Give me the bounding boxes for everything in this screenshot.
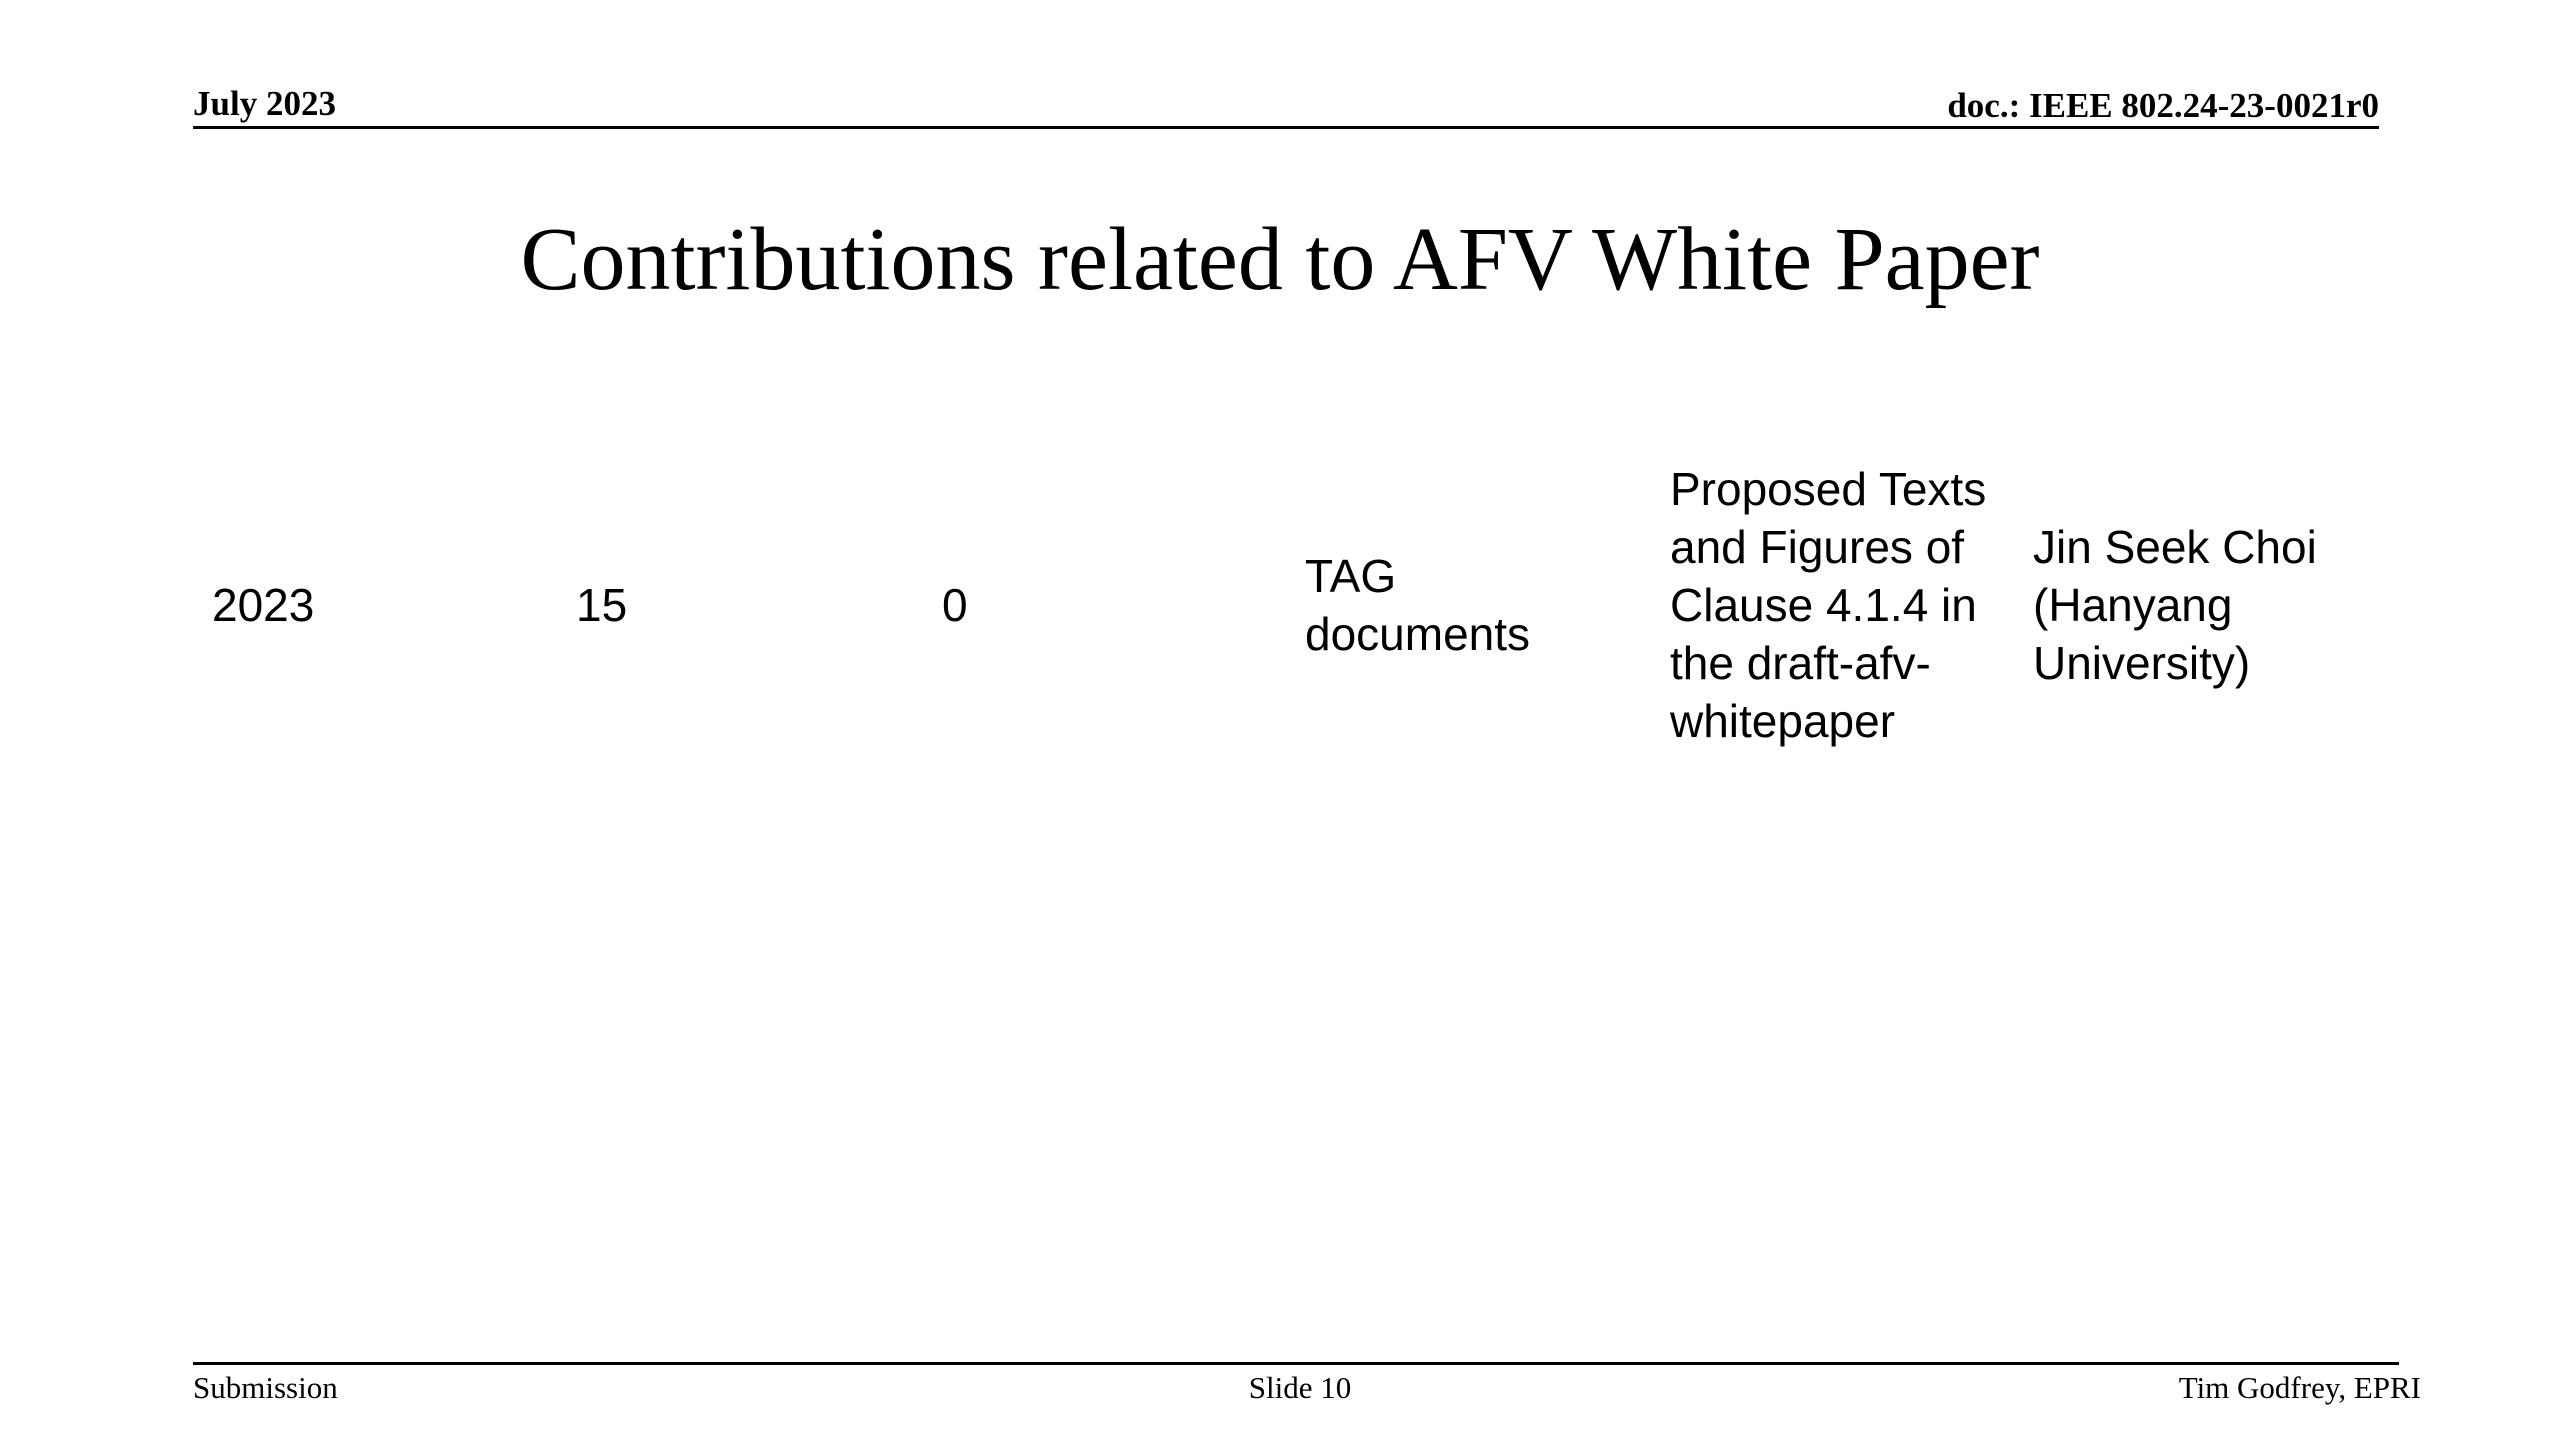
cell-revision-text: 0 bbox=[942, 579, 968, 631]
cell-year-text: 2023 bbox=[212, 579, 315, 631]
footer-divider bbox=[193, 1362, 2399, 1365]
header-doc-id: doc.: IEEE 802.24-23-0021r0 bbox=[1947, 86, 2379, 125]
cell-author-text: Jin Seek Choi (Hanyang University) bbox=[2033, 521, 2317, 689]
cell-doc-title-text: Proposed Texts and Figures of Clause 4.1.4 in the draft-afv-whitepaper bbox=[1670, 463, 1987, 747]
header-divider bbox=[193, 126, 2379, 129]
footer-submission: Submission bbox=[193, 1370, 338, 1405]
cell-number bbox=[576, 430, 906, 780]
cell-group-text: TAG documents bbox=[1305, 550, 1531, 660]
footer-author: Tim Godfrey, EPRI bbox=[2178, 1370, 2421, 1405]
cell-number-text: 15 bbox=[576, 579, 628, 631]
footer-slide-number: Slide 10 bbox=[1248, 1370, 1352, 1405]
cell-doc-title bbox=[1670, 430, 2010, 780]
cell-revision bbox=[942, 430, 1272, 780]
header-date: July 2023 bbox=[193, 84, 336, 123]
slide-title: Contributions related to AFV White Paper bbox=[520, 210, 2040, 309]
cell-year bbox=[212, 430, 542, 780]
cell-author bbox=[2033, 430, 2373, 780]
cell-group bbox=[1305, 430, 1625, 780]
contributions-table bbox=[193, 430, 2379, 780]
